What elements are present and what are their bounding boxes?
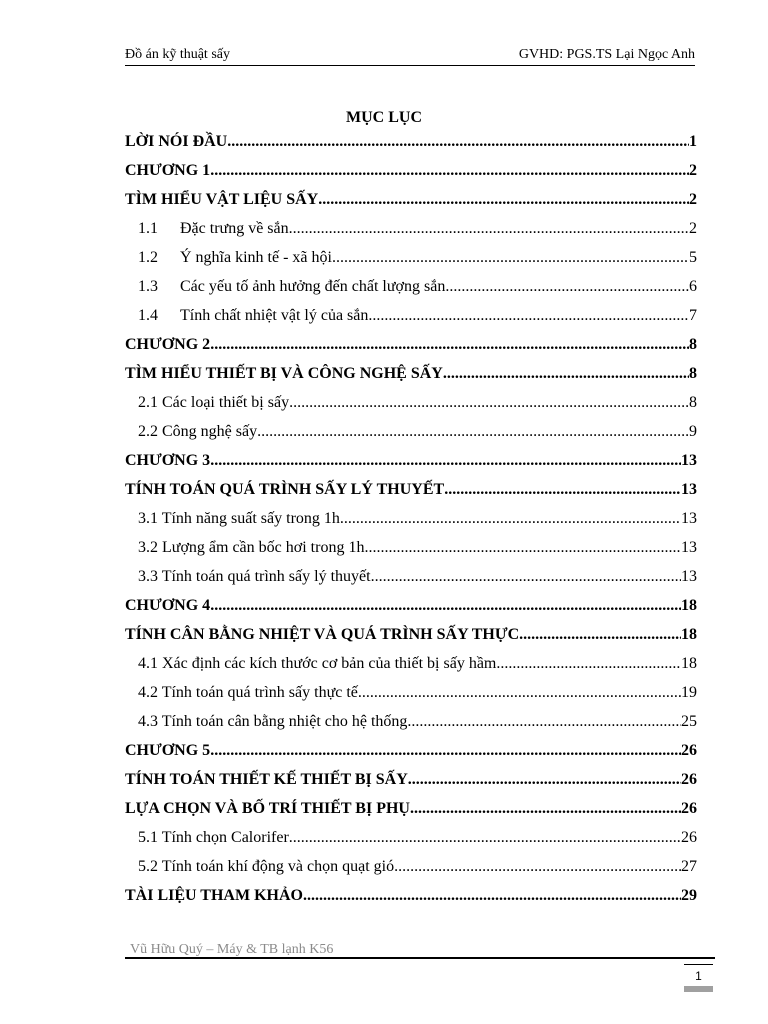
- toc-entry[interactable]: [125, 649, 697, 678]
- page-header: [125, 46, 695, 66]
- toc-entry-page: 13: [681, 452, 697, 469]
- toc-entry[interactable]: [125, 330, 697, 359]
- toc-entry-title: 3.2 Lượng ẩm cần bốc hơi trong 1h: [138, 539, 365, 556]
- footer-divider: [125, 957, 715, 959]
- toc-entry[interactable]: [125, 388, 697, 417]
- toc-leader-dots: [408, 765, 681, 794]
- toc-entry-page: 7: [689, 307, 697, 324]
- toc-entry-title: TÀI LIỆU THAM KHẢO: [125, 887, 303, 904]
- toc-entry-title: CHƯƠNG 3: [125, 452, 211, 469]
- toc-entry-title: 4.3 Tính toán cân bằng nhiệt cho hệ thống: [138, 713, 408, 730]
- toc-entry[interactable]: [125, 272, 697, 301]
- toc-entry-page: 8: [689, 365, 697, 382]
- toc-entry[interactable]: [125, 446, 697, 475]
- toc-leader-dots: [227, 127, 689, 156]
- toc-entry-number: 1.1: [138, 220, 158, 237]
- toc-entry-page: 1: [689, 133, 697, 150]
- toc-entry[interactable]: [125, 765, 697, 794]
- toc-entry[interactable]: [125, 475, 697, 504]
- toc-entry-title: 5.1 Tính chọn Calorifer: [138, 829, 289, 846]
- toc-entry-title: TÍNH CÂN BẰNG NHIỆT VÀ QUÁ TRÌNH SẤY THỰC: [125, 626, 520, 643]
- toc-entry[interactable]: [125, 794, 697, 823]
- toc-leader-dots: [210, 156, 689, 185]
- toc-entry-title: 4.2 Tính toán quá trình sấy thực tế: [138, 684, 358, 701]
- toc-entry-number: 1.3: [138, 278, 158, 295]
- toc-leader-dots: [210, 330, 689, 359]
- toc-entry-title: 3.1 Tính năng suất sấy trong 1h: [138, 510, 340, 527]
- toc-entry-page: 2: [689, 220, 697, 237]
- toc-leader-dots: [257, 417, 689, 446]
- toc-entry-page: 13: [681, 481, 697, 498]
- toc-entry-number: 1.2: [138, 249, 158, 266]
- toc-entry-page: 13: [681, 539, 697, 556]
- toc-entry-page: 9: [689, 423, 697, 440]
- toc-entry-page: 13: [681, 510, 697, 527]
- toc-entry-title: 5.2 Tính toán khí động và chọn quạt gió: [138, 858, 395, 875]
- toc-leader-dots: [303, 881, 681, 910]
- toc-entry[interactable]: [125, 678, 697, 707]
- toc-entry-page: 6: [689, 278, 697, 295]
- header-left: Đồ án kỹ thuật sấy: [125, 47, 230, 62]
- toc-entry[interactable]: [125, 620, 697, 649]
- toc-entry[interactable]: [125, 214, 697, 243]
- toc-entry-page: 2: [689, 162, 697, 179]
- toc-leader-dots: [210, 591, 681, 620]
- toc-entry-page: 8: [689, 394, 697, 411]
- page-number: 1: [684, 964, 713, 985]
- toc-leader-dots: [368, 301, 689, 330]
- toc-entry-title: CHƯƠNG 2: [125, 336, 211, 353]
- toc-entry-page: 26: [681, 800, 697, 817]
- toc-entry[interactable]: [125, 852, 697, 881]
- toc-entry-title: Ý nghĩa kinh tế - xã hội: [180, 249, 332, 266]
- toc-entry-title: LỜI NÓI ĐẦU: [125, 133, 228, 150]
- toc-entry-page: 18: [681, 626, 697, 643]
- toc-entry[interactable]: [125, 301, 697, 330]
- toc-entry-title: TÌM HIỂU THIẾT BỊ VÀ CÔNG NGHỆ SẤY: [125, 365, 443, 382]
- toc-entry[interactable]: [125, 881, 697, 910]
- toc-entry[interactable]: [125, 533, 697, 562]
- toc-entry-title: CHƯƠNG 1: [125, 162, 211, 179]
- toc-leader-dots: [364, 533, 681, 562]
- toc-entry-title: LỰA CHỌN VÀ BỐ TRÍ THIẾT BỊ PHỤ: [125, 800, 410, 817]
- toc-leader-dots: [443, 359, 689, 388]
- toc-entry-page: 8: [689, 336, 697, 353]
- toc-entry-page: 18: [681, 655, 697, 672]
- toc-entry[interactable]: [125, 417, 697, 446]
- toc-entry-title: 2.2 Công nghệ sấy: [138, 423, 258, 440]
- toc-entry[interactable]: [125, 562, 697, 591]
- toc-leader-dots: [340, 504, 681, 533]
- toc-leader-dots: [371, 562, 681, 591]
- toc-entry[interactable]: [125, 243, 697, 272]
- toc-entry-page: 2: [689, 191, 697, 208]
- toc-entry-title: CHƯƠNG 4: [125, 597, 211, 614]
- table-of-contents: [125, 127, 697, 910]
- toc-leader-dots: [210, 446, 681, 475]
- page-number-bar: [684, 986, 713, 992]
- toc-entry-page: 26: [681, 742, 697, 759]
- toc-entry-page: 13: [681, 568, 697, 585]
- toc-leader-dots: [445, 272, 689, 301]
- toc-leader-dots: [519, 620, 681, 649]
- toc-entry[interactable]: [125, 359, 697, 388]
- toc-leader-dots: [394, 852, 681, 881]
- toc-leader-dots: [410, 794, 681, 823]
- toc-leader-dots: [496, 649, 681, 678]
- toc-leader-dots: [358, 678, 681, 707]
- toc-entry[interactable]: [125, 591, 697, 620]
- toc-entry-page: 26: [681, 771, 697, 788]
- toc-entry-title: 2.1 Các loại thiết bị sấy: [138, 394, 290, 411]
- toc-entry-page: 27: [681, 858, 697, 875]
- toc-title: MỤC LỤC: [346, 109, 422, 126]
- toc-entry-number: 1.4: [138, 307, 158, 324]
- toc-entry-page: 25: [681, 713, 697, 730]
- toc-leader-dots: [444, 475, 681, 504]
- toc-entry-title: Tính chất nhiệt vật lý của sắn: [180, 307, 369, 324]
- toc-entry-title: TÍNH TOÁN QUÁ TRÌNH SẤY LÝ THUYẾT: [125, 481, 445, 498]
- toc-entry[interactable]: [125, 127, 697, 156]
- toc-entry-page: 26: [681, 829, 697, 846]
- toc-entry[interactable]: [125, 504, 697, 533]
- toc-entry[interactable]: [125, 185, 697, 214]
- toc-leader-dots: [289, 214, 689, 243]
- toc-entry-title: Các yếu tố ảnh hưởng đến chất lượng sắn: [180, 278, 446, 295]
- toc-entry-title: CHƯƠNG 5: [125, 742, 211, 759]
- toc-entry-page: 18: [681, 597, 697, 614]
- footer-author: Vũ Hữu Quý – Máy & TB lạnh K56: [130, 942, 334, 957]
- toc-entry-title: TÍNH TOÁN THIẾT KẾ THIẾT BỊ SẤY: [125, 771, 408, 788]
- toc-entry-page: 5: [689, 249, 697, 266]
- toc-entry[interactable]: [125, 707, 697, 736]
- toc-leader-dots: [407, 707, 681, 736]
- toc-leader-dots: [318, 185, 689, 214]
- toc-leader-dots: [289, 823, 681, 852]
- toc-entry-title: 3.3 Tính toán quá trình sấy lý thuyết: [138, 568, 371, 585]
- toc-entry-title: Đặc trưng về sắn: [180, 220, 289, 237]
- toc-entry-page: 29: [681, 887, 697, 904]
- toc-entry[interactable]: [125, 823, 697, 852]
- toc-leader-dots: [289, 388, 689, 417]
- toc-entry-title: 4.1 Xác định các kích thước cơ bản của thiết bị sấy hầm: [138, 655, 497, 672]
- toc-entry[interactable]: [125, 736, 697, 765]
- toc-entry[interactable]: [125, 156, 697, 185]
- toc-entry-page: 19: [681, 684, 697, 701]
- toc-entry-title: TÌM HIỂU VẬT LIỆU SẤY: [125, 191, 319, 208]
- header-right: GVHD: PGS.TS Lại Ngọc Anh: [518, 47, 695, 62]
- toc-leader-dots: [332, 243, 689, 272]
- toc-leader-dots: [210, 736, 681, 765]
